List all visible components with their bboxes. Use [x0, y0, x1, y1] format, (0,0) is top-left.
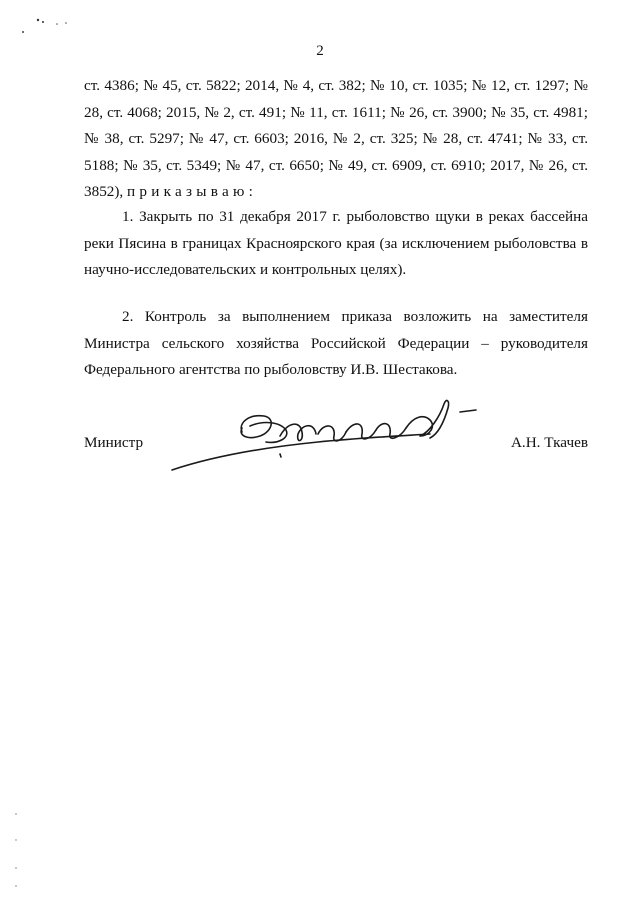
signer-position: Министр — [84, 434, 144, 451]
page-number: 2 — [316, 43, 324, 59]
paragraph-2 — [84, 304, 588, 384]
intro-paragraph — [84, 73, 588, 206]
intro-text-tail: : — [248, 183, 253, 200]
paragraph-2-text: 2. Контроль за выполнением приказа возложить на заместителя Министра сельского хозяйства Российской Федерации – руководителя Федерального агентства по рыболовству И.В. Шестакова. — [84, 308, 588, 378]
paragraph-1 — [84, 204, 588, 284]
scan-marks — [10, 8, 80, 38]
paragraph-1-text: 1. Закрыть по 31 декабря 2017 г. рыболовство щуки в реках бассейна реки Пясина в границах Красноярского края (за исключением рыболовства в научно-исследовательских и контрольных целях). — [84, 208, 588, 278]
intro-text-order: приказываю — [127, 183, 249, 200]
handwritten-signature — [168, 392, 508, 482]
scan-margin-dots — [14, 810, 18, 890]
signer-name: А.Н. Ткачев — [510, 434, 588, 451]
intro-text-main: ст. 4386; № 45, ст. 5822; 2014, № 4, ст. 382; № 10, ст. 1035; № 12, ст. 1297; № 28, ст. 4068; 2015, № 2, ст. 491; № 11, ст. 1611; № 26, ст. 3900; № 35, ст. 4981; № 38, ст. 5297; № 47, ст. 6603; 2016, № 2, ст. 325; № 28, ст. 4741; № 33, ст. 5188; № 35, ст. 5349; № 47, ст. 6650; № 49, ст. 6909, ст. 6910; 2017, № 26, ст. 3852), — [84, 77, 588, 200]
